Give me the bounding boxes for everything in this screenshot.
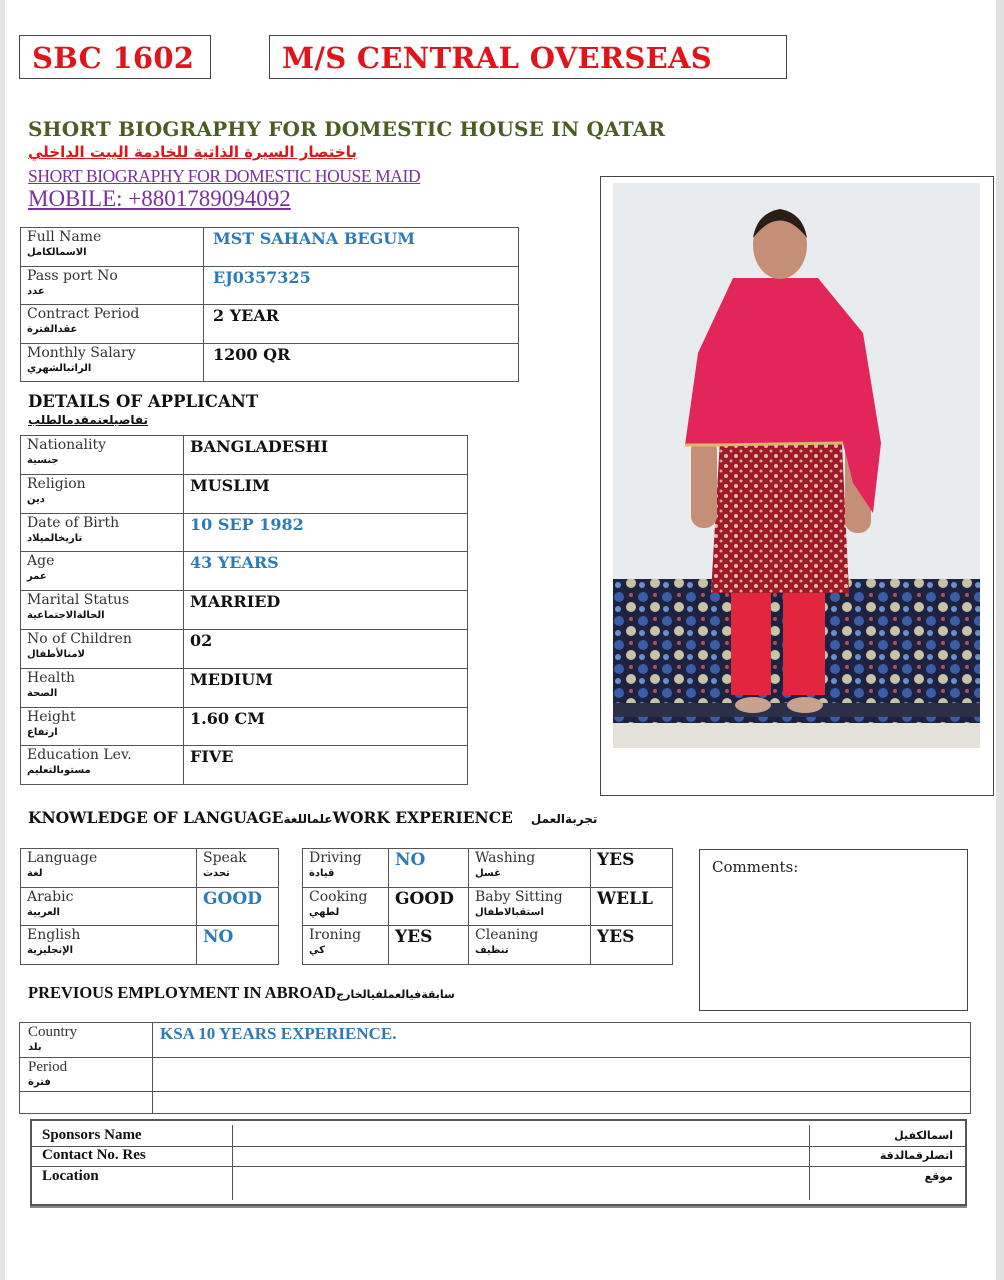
work-washing-label-arabic: غسل [475,868,501,879]
no-of-children-label: No of Children [27,630,132,647]
marital-status-label: Marital Status [27,592,130,609]
full-name-label-arabic: الاسمالكامل [27,247,87,258]
work-baby-sitting-value: WELL [597,888,653,909]
full-name-value-cell [204,228,519,267]
work-driving-label-arabic: قيادة [309,868,335,879]
monthly-salary-label-cell [21,343,204,382]
speak-header-cell [197,849,279,888]
work-row [303,887,673,926]
full-name-label: Full Name [27,229,102,245]
work-driving-label-cell [303,849,389,888]
no-of-children-value-cell [184,629,468,668]
work-heading: WORK EXPERIENCE [332,808,513,827]
nationality-label-arabic: جنسية [27,455,59,466]
language-english-value: NO [203,927,234,947]
work-row [303,926,673,965]
agency-name: M/S CENTRAL OVERSEAS [282,41,713,75]
details-row [21,474,468,513]
religion-label-arabic: دين [27,493,45,505]
height-label-cell [21,707,184,746]
work-washing-value: YES [597,850,635,870]
height-value-cell [184,707,468,746]
work-baby-sitting-value-cell [591,887,673,926]
work-cleaning-label: Cleaning [475,927,539,943]
date-of-birth-label-cell [21,513,184,552]
pass-port-no-label-cell [21,266,204,305]
page-title-arabic: باختصار السيرة الذاتية للخادمة البيت الداخلي [28,143,358,161]
work-experience-table [302,848,673,965]
previous-employment-heading [28,983,455,1003]
religion-value-cell [184,474,468,513]
full-name-value: MST SAHANA BEGUM [213,229,415,248]
date-of-birth-label: Date of Birth [27,514,120,531]
education-lev-value: FIVE [190,747,234,767]
details-row [21,591,468,630]
sponsor-contact-no-res-label-arabic: اتصلرقمالدقة [879,1149,953,1162]
work-cooking-label: Cooking [309,888,368,905]
previous-employment-row [20,1023,971,1058]
comments-box[interactable] [699,849,968,1011]
work-heading-arabic: تجربةالعمل [530,812,598,826]
details-row [21,746,468,785]
previous-country-label-cell [20,1023,153,1058]
previous-period-label-cell [20,1057,153,1092]
page-edge-right [996,0,1004,1280]
language-heading: KNOWLEDGE OF LANGUAGE [28,808,284,827]
language-row [21,926,279,965]
sponsor-table [30,1119,967,1206]
education-lev-label-arabic: مستوىالتعليم [27,765,91,777]
contract-period-label-arabic: عقدالفترة [27,324,78,335]
work-cooking-value-cell [389,887,469,926]
work-ironing-label-cell [303,926,389,965]
religion-value: MUSLIM [190,475,270,495]
work-cooking-value: GOOD [395,888,454,909]
nationality-label-cell [21,436,184,475]
applicant-photo [613,183,980,748]
sponsor-sponsors-name-field[interactable] [234,1123,808,1141]
page-title: SHORT BIOGRAPHY FOR DOMESTIC HOUSE IN QATAR [28,117,666,141]
education-lev-label: Education Lev. [27,747,132,764]
nationality-value-cell [184,436,468,475]
health-value-cell [184,668,468,707]
pass-port-no-label-arabic: عدد [27,285,45,297]
work-cooking-label-arabic: لطهي [309,906,340,918]
previous-period-label-arabic: فترة [28,1076,51,1088]
details-row [21,552,468,591]
health-label-cell [21,668,184,707]
previous-blank-label-cell [20,1092,153,1114]
sponsor-divider-right [809,1125,810,1200]
language-arabic-value: GOOD [203,888,262,909]
language-row [21,887,279,926]
summary-table [20,227,519,382]
age-label-cell [21,552,184,591]
language-table [20,848,279,965]
work-cleaning-label-cell [469,926,591,965]
speak-header-label: Speak [203,850,247,866]
previous-country-label: Country [28,1024,78,1040]
health-label: Health [27,669,75,686]
details-row [21,629,468,668]
previous-heading-text: PREVIOUS EMPLOYMENT IN ABROAD [28,983,337,1002]
education-lev-value-cell [184,746,468,785]
date-of-birth-value-cell [184,513,468,552]
marital-status-label-arabic: الحالةالاجتماعية [27,610,105,622]
details-table [20,435,468,785]
language-english-label-arabic: الإنجليزية [27,945,74,956]
work-ironing-label-arabic: كي [309,945,325,956]
summary-row [21,266,519,305]
contract-period-value-cell [204,305,519,344]
work-ironing-label: Ironing [309,927,362,943]
work-washing-label-cell [469,849,591,888]
monthly-salary-label-arabic: الراتبالشهري [27,362,92,374]
details-row [21,668,468,707]
work-driving-value: NO [395,850,426,870]
health-label-arabic: الصحة [27,687,58,699]
education-lev-label-cell [21,746,184,785]
language-header-cell [21,849,197,888]
language-header-label: Language [27,850,98,866]
language-arabic-label: Arabic [27,888,74,905]
sponsor-contact-no-res-field[interactable] [234,1143,808,1161]
pass-port-no-value-cell [204,266,519,305]
summary-row [21,228,519,267]
monthly-salary-label: Monthly Salary [27,344,136,361]
previous-period-value [159,1058,964,1059]
language-header-label-arabic: لغة [27,868,43,879]
applicant-photo-illustration [613,183,980,748]
speak-header-label-arabic: تحدث [203,868,230,879]
no-of-children-value: 02 [190,630,213,650]
marital-status-label-cell [21,591,184,630]
previous-period-label: Period [28,1058,68,1075]
pass-port-no-label: Pass port No [27,267,118,284]
date-of-birth-label-arabic: تاريخالميلاد [27,532,83,544]
previous-country-value-cell [153,1023,971,1058]
work-driving-value-cell [389,849,469,888]
sponsor-sponsors-name-label-arabic: اسمالكفيل [894,1129,953,1142]
work-ironing-value: YES [395,927,433,947]
sponsor-divider-left [232,1125,233,1200]
previous-country-value: KSA 10 YEARS EXPERIENCE. [160,1024,397,1043]
code-box [19,35,211,79]
age-value-cell [184,552,468,591]
previous-employment-row [20,1092,971,1114]
language-english-label: English [27,927,81,943]
language-header-row [21,849,279,888]
details-row [21,513,468,552]
page-subtitle: SHORT BIOGRAPHY FOR DOMESTIC HOUSE MAID [28,166,421,186]
work-cleaning-label-arabic: تنظيف [475,945,509,956]
language-english-label-cell [21,926,197,965]
agency-box [269,35,787,79]
summary-row [21,305,519,344]
date-of-birth-value: 10 SEP 1982 [190,514,304,534]
sponsor-location-label-arabic: موقع [924,1170,953,1183]
previous-employment-row [20,1057,971,1092]
age-label: Age [27,553,55,570]
comments-label: Comments: [712,858,799,876]
language-arabic-value-cell [197,887,279,926]
page-edge-left [0,0,5,1280]
sponsor-sponsors-name-label: Sponsors Name [42,1127,142,1143]
height-value: 1.60 CM [190,708,265,728]
work-cleaning-value: YES [597,927,635,947]
health-value: MEDIUM [190,669,273,689]
sponsor-contact-no-res-label: Contact No. Res [42,1147,146,1163]
age-label-arabic: عمر [27,571,47,583]
language-arabic-label-arabic: العربية [27,906,60,918]
pass-port-no-value: EJ0357325 [213,267,311,287]
previous-employment-table [19,1022,971,1114]
height-label-arabic: ارتفاع [27,726,58,738]
work-cleaning-value-cell [591,926,673,965]
marital-status-value: MARRIED [190,592,281,612]
language-heading-arabic: علماللغة [283,812,333,826]
summary-row [21,343,519,382]
previous-blank-value-cell [153,1092,971,1114]
age-value: 43 YEARS [190,553,279,573]
language-arabic-label-cell [21,887,197,926]
skills-heading [28,808,597,827]
contract-period-label: Contract Period [27,306,140,322]
details-heading: DETAILS OF APPLICANT [28,392,259,411]
language-english-value-cell [197,926,279,965]
work-driving-label: Driving [309,850,362,866]
previous-heading-arabic: سابقةفيالعملفيالخارج [336,988,455,1001]
nationality-label: Nationality [27,437,106,453]
marital-status-value-cell [184,591,468,630]
work-washing-value-cell [591,849,673,888]
work-baby-sitting-label-cell [469,887,591,926]
monthly-salary-value: 1200 QR [213,344,291,364]
details-row [21,436,468,475]
contract-period-label-cell [21,305,204,344]
code-text: SBC 1602 [32,41,195,75]
work-ironing-value-cell [389,926,469,965]
mobile-number: MOBILE: +8801789094092 [28,186,291,211]
previous-country-label-arabic: بلد [28,1042,42,1053]
no-of-children-label-cell [21,629,184,668]
previous-period-value-cell [153,1057,971,1092]
details-row [21,707,468,746]
previous-blank-value [159,1092,964,1093]
work-baby-sitting-label: Baby Sitting [475,888,563,905]
religion-label: Religion [27,475,86,492]
previous-blank-label [28,1092,146,1093]
no-of-children-label-arabic: لامنالأطفال [27,648,85,660]
height-label: Height [27,708,76,725]
monthly-salary-value-cell [204,343,519,382]
work-baby-sitting-label-arabic: استقبالاطفال [475,906,544,918]
work-row [303,849,673,888]
nationality-value: BANGLADESHI [190,437,329,456]
details-heading-arabic: تفاصيلعنمقدمالطلب [28,413,149,427]
full-name-label-cell [21,228,204,267]
work-washing-label: Washing [475,850,536,866]
work-cooking-label-cell [303,887,389,926]
sponsor-location-field[interactable] [234,1164,808,1182]
religion-label-cell [21,474,184,513]
sponsor-location-label: Location [42,1168,99,1184]
contract-period-value: 2 YEAR [213,306,280,325]
